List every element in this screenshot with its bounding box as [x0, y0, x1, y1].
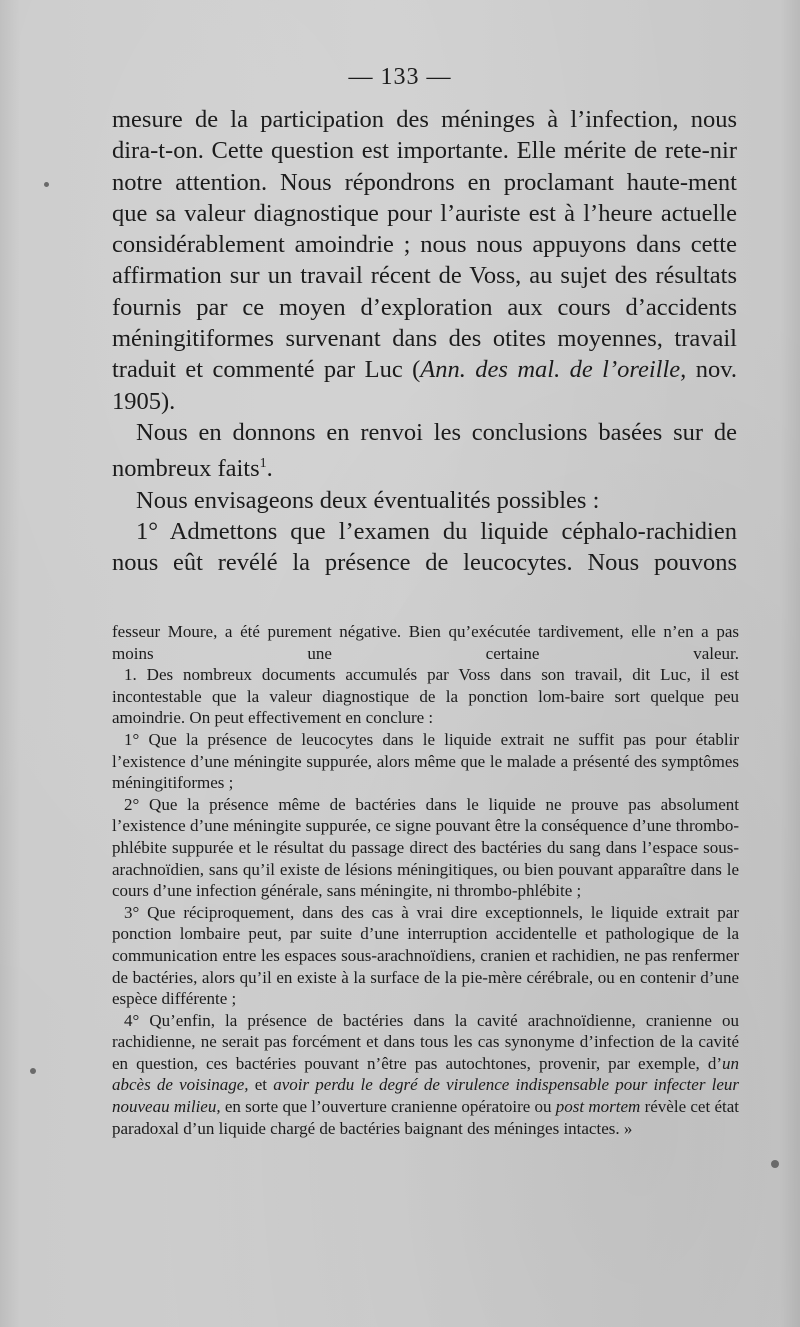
- footnote-item: 4° Qu’enfin, la présence de bactéries dans la cavité arachnoïdienne, cranienne ou rachidienne, ne serait pas forcément et dans tous les cas synonyme d’infection de la cavité en question, ces bactéries pouvant n’être pas autochtones, provenir, par exemple, d’un abcès de voisinage, et avoir perdu le degré de virulence indispensable pour infecter leur nouveau milieu, en sorte que l’ouverture cranienne opératoire ou post mortem révèle cet état paradoxal d’un liquide chargé de bactéries baignant des méninges intactes. »: [112, 1010, 740, 1138]
- footnote: 1. Des nombreux documents accumulés par Voss dans son travail, dit Luc, il est incontestable que la valeur diagnostique de la ponction lom-baire sort quelque peu amoindrie. On peut effectivement en conclure :: [112, 665, 739, 728]
- page-number: — 133 —: [348, 64, 452, 90]
- paragraph: Nous envisageons deux éventualités possibles :: [136, 486, 600, 514]
- paper-speck: [44, 182, 49, 187]
- footnote-item: 2° Que la présence même de bactéries dans le liquide ne prouve pas absolument l’existence d’une méningite suppurée, ce signe pouvant être la conséquence d’une thrombo-phlébite suppurée et le résultat du passage direct des bactéries du sang dans l’espace sous-arachnoïdien, sans qu’il existe de lésions méningitiques, ou bien pouvant apparaître dans le cours d’une infection générale, sans méningite, ni thrombo-phlébite ;: [112, 794, 739, 901]
- footnote-item: 1° Que la présence de leucocytes dans le liquide extrait ne suffit pas pour établir l’existence d’une méningite suppurée, alors même que le malade a présenté des symptômes méningitiformes ;: [112, 729, 739, 793]
- footnote-continuation: fesseur Moure, a été purement négative. Bien qu’exécutée tardivement, elle n’en a pas moins une certaine valeur.: [112, 622, 739, 663]
- paragraph: mesure de la participation des méninges à l’infection, nous dira-t-on. Cette question est importante. Elle mérite de rete-nir notre attention. Nous répondrons en proclamant haute-ment que sa valeur diagnostique pour l’auriste est à l’heure actuelle considérablement amoindrie ; nous nous appuyons dans cette affirmation sur un travail récent de Voss, au sujet des résultats fournis par ce moyen d’exploration aux cours d’accidents méningitiformes survenant dans des otites moyennes, travail traduit et commenté par Luc (Ann. des mal. de l’oreille, nov. 1905).: [112, 106, 737, 415]
- main-text: [112, 104, 737, 579]
- paragraph: Nous en donnons en renvoi les conclusions basées sur de nombreux faits$^1$.: [112, 418, 737, 483]
- paper-speck: [771, 1160, 779, 1168]
- paragraph: 1° Admettons que l’examen du liquide céphalo-rachidien nous eût revélé la présence de leucocytes. Nous pouvons: [112, 518, 737, 577]
- paper-speck: [30, 1068, 36, 1074]
- footnote-item: 3° Que réciproquement, dans des cas à vrai dire exceptionnels, le liquide extrait par ponction lombaire peut, par suite d’une interruption accidentelle et pathologique de la communication entre les espaces sous-arachnoïdiens, cranien et rachidien, ne pas renfermer de bactéries, alors qu’il en existe à la surface de la pie-mère cérébrale, ou en contenir d’une espèce différente ;: [112, 902, 739, 1009]
- footnotes: [112, 621, 739, 1139]
- footnote-marker: 1: [259, 456, 267, 472]
